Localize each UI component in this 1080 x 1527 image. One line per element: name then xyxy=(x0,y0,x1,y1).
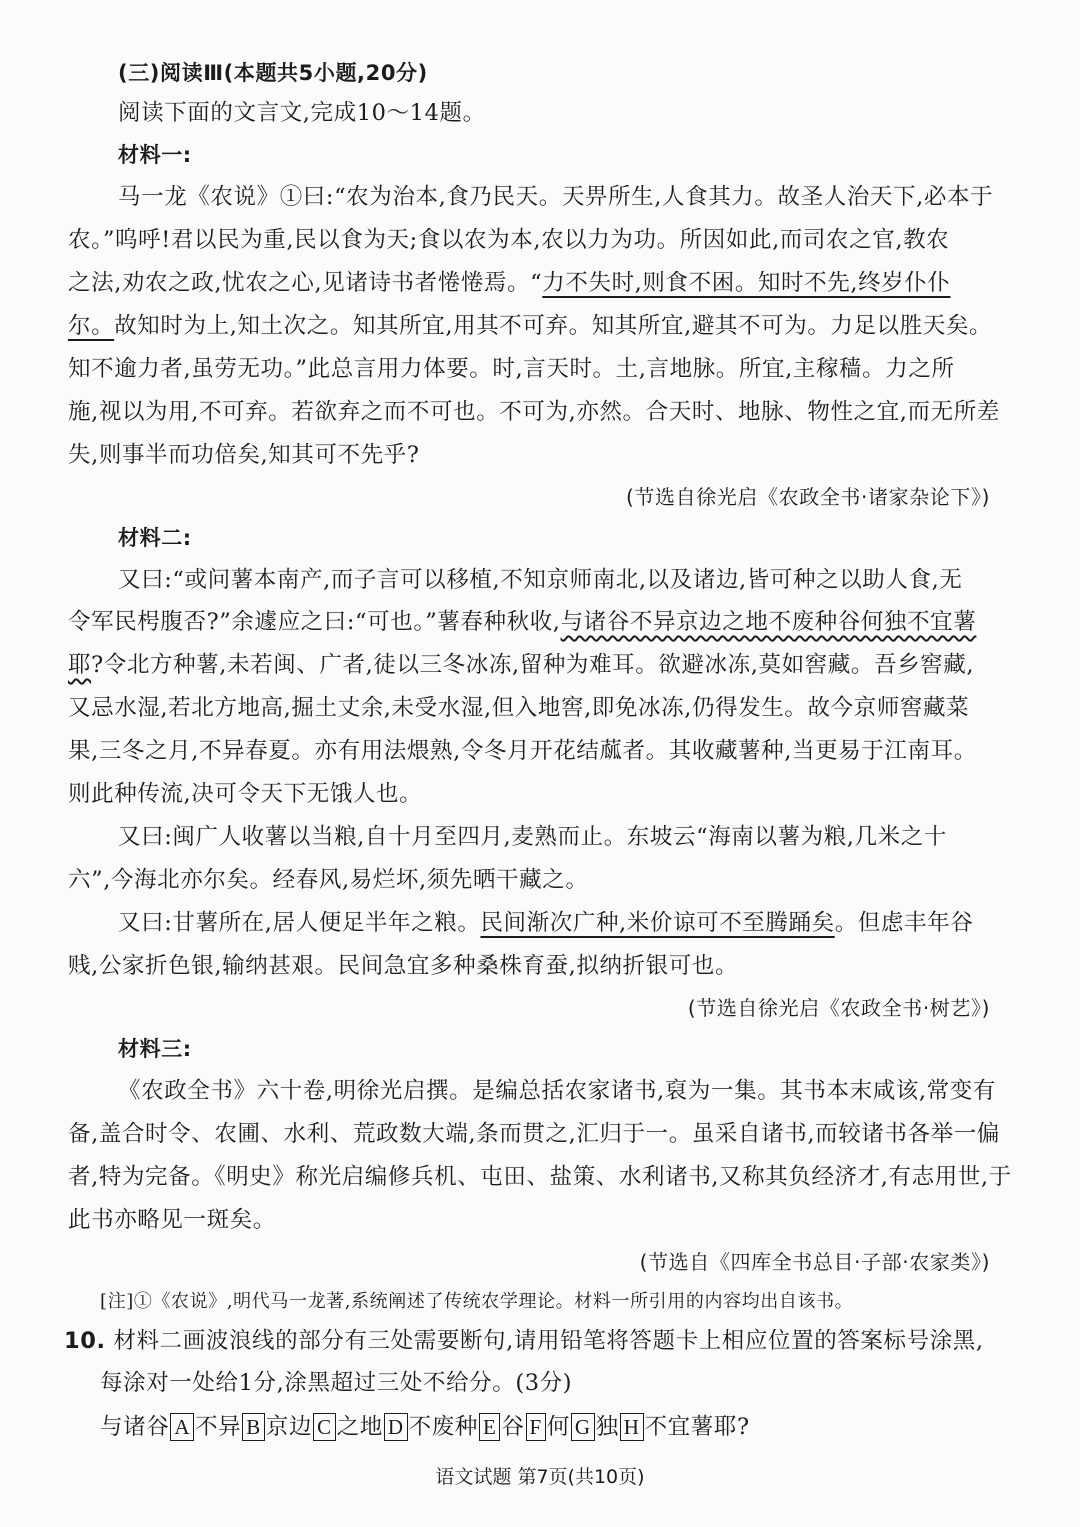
material2-line-9-tail: 。但虑丰年谷 xyxy=(834,910,974,936)
page-footer: 语文试题 第7页(共10页) xyxy=(435,1466,645,1488)
material1-line-7: 失,则事半而功倍矣,知其可不先乎? xyxy=(68,442,420,468)
option-b-box[interactable]: B xyxy=(242,1413,265,1441)
option-h-box[interactable]: H xyxy=(620,1413,644,1441)
underlined-sentence-1-end: 尔。 xyxy=(68,313,115,339)
material2-line-1: 又曰:“或问薯本南产,而子言可以移植,不知京师南北,以及诸边,皆可种之以助人食,无 xyxy=(118,567,963,593)
material2-line-3 xyxy=(68,650,998,680)
segment-8: 独 xyxy=(595,1414,619,1440)
material1-line-6: 施,视以为用,不可弃。若欲弃之而不可也。不可为,亦然。合天时、地脉、物性之宜,而无所差 xyxy=(68,399,1000,425)
material2-title: 材料二: xyxy=(118,526,192,550)
material3-source: (节选自《四库全书总目·子部·农家类》) xyxy=(639,1250,990,1274)
material2-line-2 xyxy=(68,607,998,637)
segment-6: 谷 xyxy=(501,1414,525,1440)
material3-line-3: 者,特为完备。《明史》称光启编修兵机、屯田、盐策、水利诸书,又称其负经济才,有志用世,于 xyxy=(68,1164,1012,1190)
material2-line-6: 则此种传流,决可令天下无饿人也。 xyxy=(68,781,423,807)
answer-segment-line xyxy=(100,1412,1030,1442)
underlined-sentence-1: 力不失时,则食不困。知时不先,终岁仆仆 xyxy=(542,270,951,296)
material1-line-1: 马一龙《农说》①曰:“农为治本,食乃民天。天畀所生,人食其力。故圣人治天下,必本于 xyxy=(118,184,994,210)
material2-line-8: 六”,今海北亦尔矣。经春风,易烂坏,须先晒干藏之。 xyxy=(68,867,589,893)
material2-line-7: 又曰:闽广人收薯以当粮,自十月至四月,麦熟而止。东坡云“海南以薯为粮,几米之十 xyxy=(118,824,947,850)
option-d-box[interactable]: D xyxy=(384,1413,408,1441)
material1-line-3-text: 之法,劝农之政,忧农之心,见诸诗书者惓惓焉。“ xyxy=(68,270,543,296)
material2-line-10: 贱,公家折色银,输纳甚艰。民间急宜多种桑株育蚕,拟纳折银可也。 xyxy=(68,953,739,979)
material2-source: (节选自徐光启《农政全书·树艺》) xyxy=(687,996,990,1020)
segment-9: 不宜薯耶? xyxy=(644,1414,750,1440)
option-a-box[interactable]: A xyxy=(170,1413,194,1441)
material2-line-5: 果,三冬之月,不异春夏。亦有用法煨熟,令冬月开花结蓏者。其收藏薯种,当更易于江南耳。 xyxy=(68,738,977,764)
material2-line-2-text: 令军民枵腹否?”余遽应之曰:“可也。”薯春种秋收, xyxy=(68,609,561,635)
question-text-2: 每涂对一处给1分,涂黑超过三处不给分。(3分) xyxy=(100,1370,573,1396)
material2-line-4: 又忌水湿,若北方地高,掘土丈余,未受水湿,但入地窖,即免冰冻,仍得发生。故今京师窖藏菜 xyxy=(68,695,970,721)
material3-title: 材料三: xyxy=(118,1037,192,1061)
question-10 xyxy=(64,1326,994,1356)
footnote: [注]①《农说》,明代马一龙著,系统阐述了传统农学理论。材料一所引用的内容均出自该书。 xyxy=(100,1291,854,1312)
section-instruction: 阅读下面的文言文,完成10～14题。 xyxy=(118,100,486,126)
section-heading: (三)阅读Ⅲ(本题共5小题,20分) xyxy=(118,61,428,85)
material2-line-3-text: ?令北方种薯,未若闽、广者,徒以三冬冰冻,留种为难耳。欲避冰冻,莫如窖藏。吾乡窖藏, xyxy=(91,652,975,678)
segment-3: 京边 xyxy=(265,1414,313,1440)
option-c-box[interactable]: C xyxy=(313,1413,336,1441)
question-number: 10. xyxy=(64,1328,106,1354)
material3-line-1: 《农政全书》六十卷,明徐光启撰。是编总括农家诸书,裒为一集。其书本末咸该,常变有 xyxy=(118,1078,996,1104)
segment-5: 不废种 xyxy=(408,1414,478,1440)
material1-line-3 xyxy=(68,268,998,298)
material1-line-4 xyxy=(68,311,998,341)
wavy-underline-passage: 与诸谷不异京边之地不废种谷何独不宜薯 xyxy=(560,609,977,635)
material1-line-5: 知不逾力者,虽劳无功。”此总言用力体要。时,言天时。土,言地脉。所宜,主稼穑。力之所 xyxy=(68,356,955,382)
option-f-box[interactable]: F xyxy=(526,1413,546,1441)
material3-line-2: 备,盖合时令、农圃、水利、荒政数大端,条而贯之,汇归于一。虽采自诸书,而较诸书各举一偏 xyxy=(68,1121,1000,1147)
segment-2: 不异 xyxy=(195,1414,242,1440)
material1-title: 材料一: xyxy=(118,143,192,167)
material2-line-9-text: 又曰:甘薯所在,居人便足半年之粮。 xyxy=(118,910,481,936)
option-e-box[interactable]: E xyxy=(479,1413,500,1441)
material1-line-2: 农。”呜呼!君以民为重,民以食为天;食以农为本,农以力为功。所因如此,而司农之官,教农 xyxy=(68,227,950,253)
material1-source: (节选自徐光启《农政全书·诸家杂论下》) xyxy=(626,485,990,509)
segment-4: 之地 xyxy=(336,1414,383,1440)
option-g-box[interactable]: G xyxy=(571,1413,595,1441)
material3-line-4: 此书亦略见一斑矣。 xyxy=(68,1207,276,1233)
material1-line-4-text: 故知时为上,知土次之。知其所宜,用其不可弃。知其所宜,避其不可为。力足以胜天矣。 xyxy=(114,313,993,339)
wavy-underline-passage-end: 耶 xyxy=(68,652,92,678)
segment-1: 与诸谷 xyxy=(100,1414,170,1440)
question-text-1: 材料二画波浪线的部分有三处需要断句,请用铅笔将答题卡上相应位置的答案标号涂黑, xyxy=(113,1328,984,1354)
underlined-sentence-2: 民间渐次广种,米价谅可不至腾踊矣 xyxy=(480,910,835,936)
segment-7: 何 xyxy=(546,1414,570,1440)
material2-line-9 xyxy=(118,908,998,938)
